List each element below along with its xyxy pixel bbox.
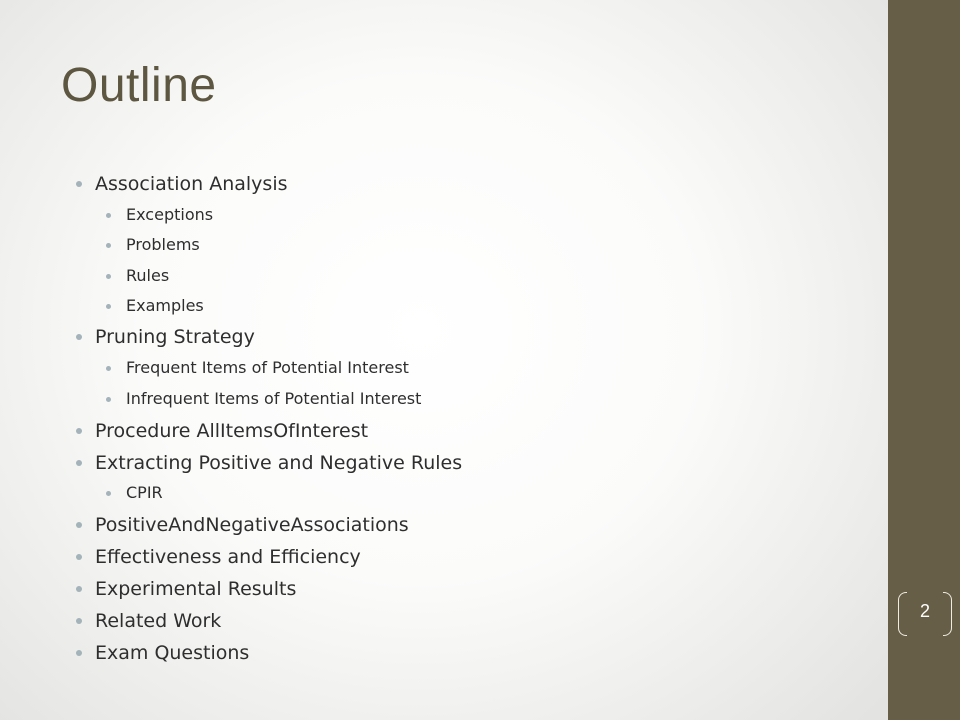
outline-item-related-work: Related Work	[95, 610, 222, 632]
outline-item-positive-negative: PositiveAndNegativeAssociations	[95, 514, 409, 536]
outline-item-extracting-rules: Extracting Positive and Negative Rules	[95, 452, 463, 474]
outline-subitem-frequent-items: Frequent Items of Potential Interest	[126, 358, 409, 377]
outline-item-exam-questions: Exam Questions	[95, 642, 250, 664]
outline-item-pruning-strategy: Pruning Strategy	[95, 326, 255, 348]
outline-subitem-examples: Examples	[126, 296, 204, 315]
outline-subitem-cpir: CPIR	[126, 483, 163, 502]
outline-item-effectiveness: Effectiveness and Efficiency	[95, 546, 361, 568]
outline-subitem-problems: Problems	[126, 235, 200, 254]
page-number: 2	[919, 601, 930, 621]
outline-item-experimental-results: Experimental Results	[95, 578, 297, 600]
page-number-badge	[898, 592, 952, 636]
outline-subitem-exceptions: Exceptions	[126, 205, 214, 224]
outline-subitem-infrequent-items: Infrequent Items of Potential Interest	[126, 389, 422, 408]
outline-item-procedure: Procedure AllItemsOfInterest	[95, 420, 369, 442]
outline-subitem-rules: Rules	[126, 266, 170, 285]
outline-item-association-analysis: Association Analysis	[95, 173, 288, 195]
slide-title: Outline	[61, 59, 217, 112]
